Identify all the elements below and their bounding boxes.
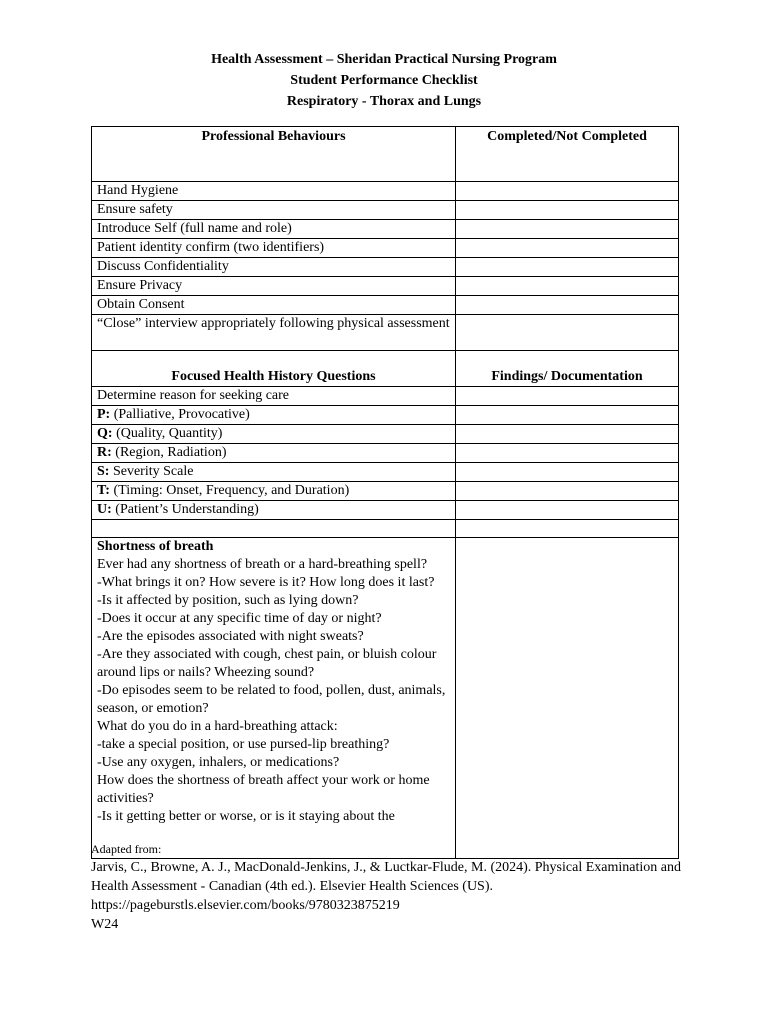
sob-question: How does the shortness of breath affect your work or home activities? [97,773,430,806]
table-row [92,482,679,501]
program-title: Health Assessment – Sheridan Practical Nursing Program [211,52,557,67]
table-row [92,277,679,296]
completion-cell[interactable] [456,239,679,258]
findings-cell[interactable] [456,387,679,406]
completion-cell[interactable] [456,182,679,201]
table-row [92,296,679,315]
sob-question: Ever had any shortness of breath or a hard-breathing spell? [97,557,428,572]
findings-cell[interactable] [456,406,679,425]
sob-findings-cell[interactable] [456,538,679,859]
row-label: “Close” interview appropriately following physical assessment [92,315,456,351]
adapted-from-label: Adapted from: [91,842,162,856]
table-header-row [92,127,679,182]
row-label: Ensure Privacy [92,277,456,296]
table-row [92,239,679,258]
table-row [92,258,679,277]
sob-question: -Are the episodes associated with night sweats? [97,629,364,644]
table-row [92,201,679,220]
table-row [92,425,679,444]
pqrstu-label: U: (Patient’s Understanding) [92,501,456,520]
table-row [92,444,679,463]
row-label: Ensure safety [92,201,456,220]
findings-cell[interactable] [456,444,679,463]
sob-title: Shortness of breath [97,539,214,554]
sob-question: -Are they associated with cough, chest pain, or bluish colour around lips or nails? Wheezing sound? [97,647,437,680]
table-row [92,463,679,482]
sob-questions-cell [92,538,456,859]
row-label: Introduce Self (full name and role) [92,220,456,239]
completion-cell[interactable] [456,220,679,239]
pqrstu-label: R: (Region, Radiation) [92,444,456,463]
completion-cell[interactable] [456,201,679,220]
findings-cell[interactable] [456,501,679,520]
history-header-row [92,351,679,387]
topic-title: Respiratory - Thorax and Lungs [286,94,482,109]
table-row [92,387,679,406]
citation-url[interactable]: https://pageburstls.elsevier.com/books/9780323875219 [91,898,400,913]
table-row [92,220,679,239]
completion-cell[interactable] [456,277,679,296]
pqrstu-label: S: Severity Scale [92,463,456,482]
sob-question: -What brings it on? How severe is it? How long does it last? [97,575,435,590]
findings-header: Findings/ Documentation [456,351,679,387]
sob-question: -Is it affected by position, such as lying down? [97,593,359,608]
citation-footer [91,840,691,934]
sob-question: -Do episodes seem to be related to food, pollen, dust, animals, season, or emotion? [97,683,446,716]
sob-question: -take a special position, or use pursed-lip breathing? [97,737,390,752]
sob-question: -Use any oxygen, inhalers, or medications? [97,755,340,770]
row-label: Hand Hygiene [92,182,456,201]
sob-question: -Does it occur at any specific time of day or night? [97,611,382,626]
pqrstu-label: Q: (Quality, Quantity) [92,425,456,444]
history-questions-header: Focused Health History Questions [92,351,456,387]
completion-cell[interactable] [456,315,679,351]
findings-cell[interactable] [456,482,679,501]
table-row [92,315,679,351]
row-label: Discuss Confidentiality [92,258,456,277]
findings-cell[interactable] [456,425,679,444]
citation-text: Jarvis, C., Browne, A. J., MacDonald-Jenkins, J., & Luctkar-Flude, M. (2024). Physical Examination and Health Assessment - Canadian (4th ed.). Elsevier Health Sciences (US). [91,860,681,894]
sob-question: -Is it getting better or worse, or is it staying about the [97,809,395,824]
row-label: Patient identity confirm (two identifiers) [92,239,456,258]
sob-question: What do you do in a hard-breathing attack: [97,719,338,734]
term-code: W24 [91,917,119,932]
checklist-table [91,126,679,859]
pqrstu-label: T: (Timing: Onset, Frequency, and Duration) [92,482,456,501]
completed-header: Completed/Not Completed [456,127,679,182]
document-header [0,49,768,112]
row-label: Obtain Consent [92,296,456,315]
completion-cell[interactable] [456,258,679,277]
empty-row [92,520,679,538]
shortness-of-breath-row [92,538,679,859]
professional-behaviours-header: Professional Behaviours [92,127,456,182]
row-label: Determine reason for seeking care [92,387,456,406]
table-row [92,406,679,425]
table-row [92,501,679,520]
findings-cell[interactable] [456,463,679,482]
checklist-title: Student Performance Checklist [290,73,478,88]
completion-cell[interactable] [456,296,679,315]
pqrstu-label: P: (Palliative, Provocative) [92,406,456,425]
table-row [92,182,679,201]
